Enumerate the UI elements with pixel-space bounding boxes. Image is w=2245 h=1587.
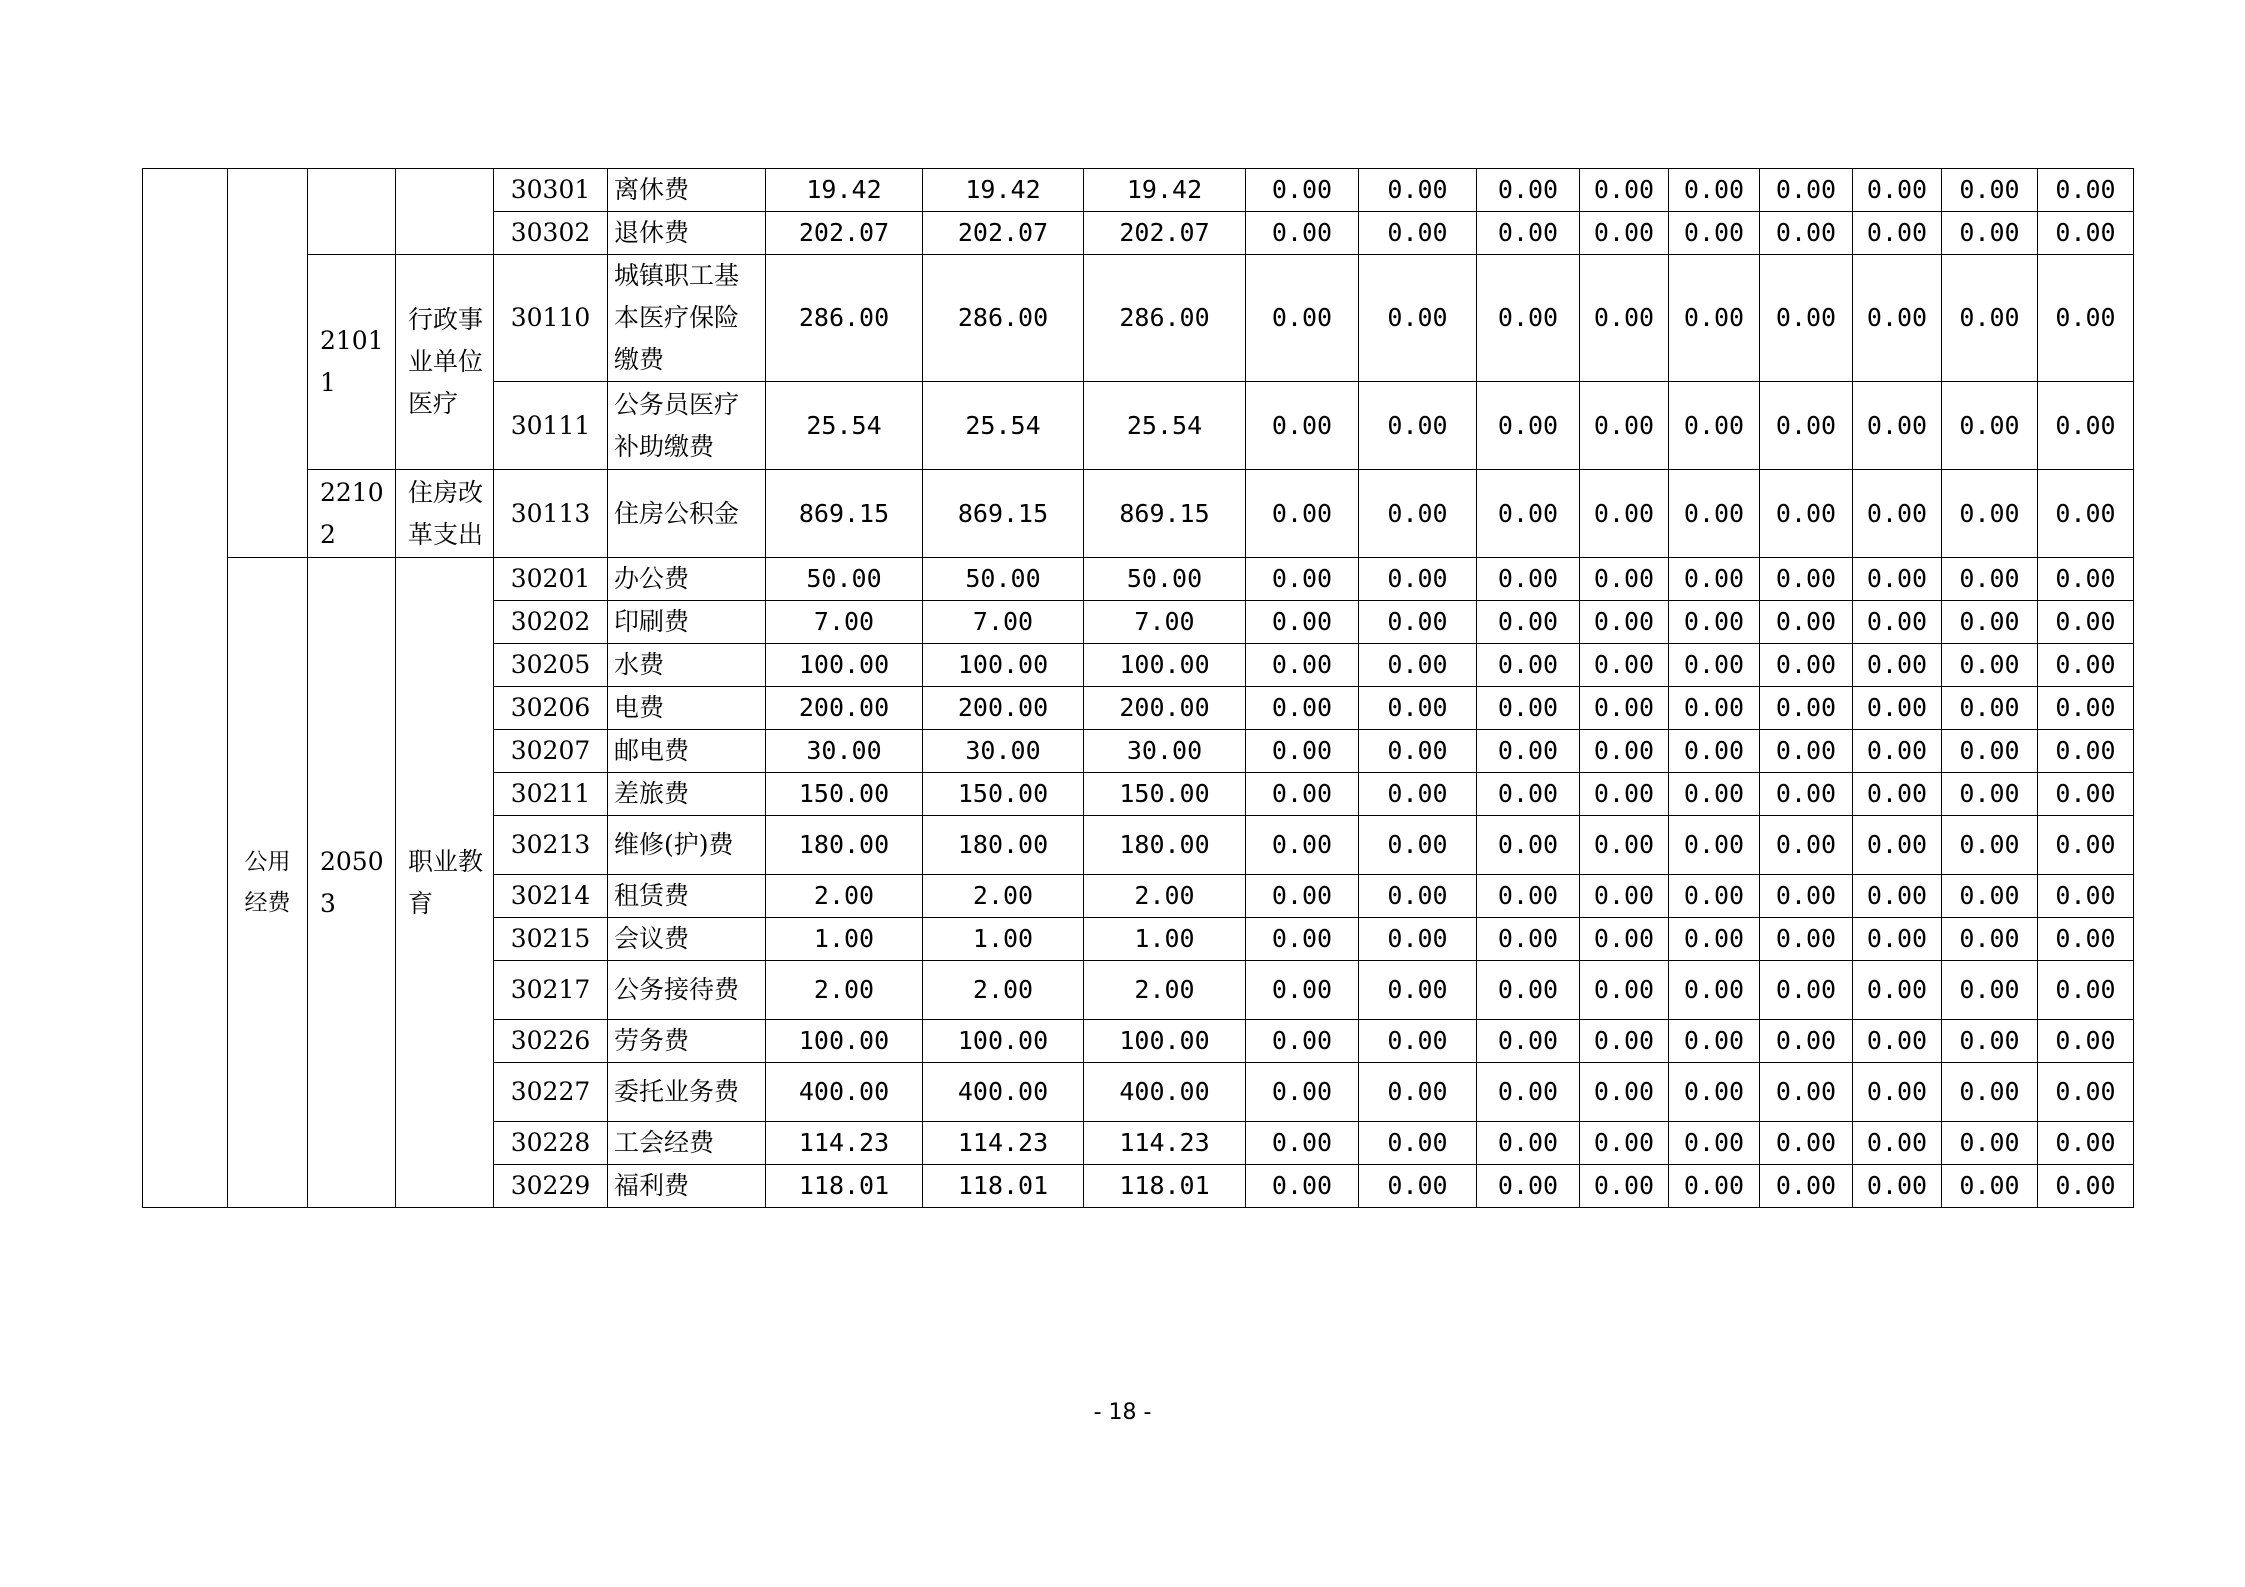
amount-cell: 0.00 <box>1580 773 1669 816</box>
econ-code-cell: 30217 <box>494 961 608 1020</box>
amount-cell: 0.00 <box>1942 961 2038 1020</box>
amount-cell: 0.00 <box>1246 382 1359 470</box>
amount-cell: 150.00 <box>766 773 923 816</box>
amount-cell: 0.00 <box>1580 558 1669 601</box>
amount-cell: 0.00 <box>1853 382 1942 470</box>
econ-name-cell: 福利费 <box>608 1165 766 1208</box>
amount-cell: 0.00 <box>1853 1165 1942 1208</box>
econ-name-cell: 离休费 <box>608 169 766 212</box>
amount-cell: 0.00 <box>1477 1063 1580 1122</box>
amount-cell: 0.00 <box>2038 558 2134 601</box>
amount-cell: 0.00 <box>1853 961 1942 1020</box>
table-row <box>143 255 2134 382</box>
econ-name-cell: 委托业务费 <box>608 1063 766 1122</box>
amount-cell: 7.00 <box>766 601 923 644</box>
amount-cell: 0.00 <box>1477 558 1580 601</box>
amount-cell: 25.54 <box>923 382 1084 470</box>
amount-cell: 202.07 <box>923 212 1084 255</box>
amount-cell: 2.00 <box>766 875 923 918</box>
amount-cell: 25.54 <box>1084 382 1246 470</box>
category-blank-cell <box>228 169 308 558</box>
econ-name-cell: 印刷费 <box>608 601 766 644</box>
amount-cell: 1.00 <box>766 918 923 961</box>
amount-cell: 0.00 <box>1853 212 1942 255</box>
econ-name-cell: 城镇职工基本医疗保险缴费 <box>608 255 766 382</box>
amount-cell: 0.00 <box>2038 212 2134 255</box>
amount-cell: 0.00 <box>2038 875 2134 918</box>
amount-cell: 0.00 <box>1853 558 1942 601</box>
amount-cell: 0.00 <box>1853 601 1942 644</box>
amount-cell: 0.00 <box>1580 212 1669 255</box>
amount-cell: 0.00 <box>1853 1063 1942 1122</box>
amount-cell: 0.00 <box>1580 730 1669 773</box>
amount-cell: 200.00 <box>766 687 923 730</box>
amount-cell: 1.00 <box>1084 918 1246 961</box>
amount-cell: 100.00 <box>766 1020 923 1063</box>
amount-cell: 0.00 <box>1942 169 2038 212</box>
econ-name-cell: 退休费 <box>608 212 766 255</box>
econ-code-cell: 30226 <box>494 1020 608 1063</box>
func-name-cell: 行政事业单位医疗 <box>396 255 494 470</box>
amount-cell: 0.00 <box>1580 169 1669 212</box>
amount-cell: 0.00 <box>2038 961 2134 1020</box>
amount-cell: 0.00 <box>1669 1020 1760 1063</box>
amount-cell: 180.00 <box>766 816 923 875</box>
amount-cell: 400.00 <box>1084 1063 1246 1122</box>
amount-cell: 0.00 <box>1853 644 1942 687</box>
amount-cell: 0.00 <box>1246 212 1359 255</box>
amount-cell: 0.00 <box>1477 212 1580 255</box>
amount-cell: 0.00 <box>1580 687 1669 730</box>
econ-code-cell: 30207 <box>494 730 608 773</box>
amount-cell: 150.00 <box>923 773 1084 816</box>
amount-cell: 0.00 <box>1942 875 2038 918</box>
amount-cell: 0.00 <box>1942 470 2038 558</box>
amount-cell: 0.00 <box>2038 1122 2134 1165</box>
amount-cell: 0.00 <box>1477 382 1580 470</box>
econ-code-cell: 30301 <box>494 169 608 212</box>
amount-cell: 0.00 <box>1246 687 1359 730</box>
amount-cell: 0.00 <box>1246 730 1359 773</box>
amount-cell: 7.00 <box>1084 601 1246 644</box>
amount-cell: 0.00 <box>1853 773 1942 816</box>
amount-cell: 50.00 <box>766 558 923 601</box>
econ-code-cell: 30111 <box>494 382 608 470</box>
amount-cell: 0.00 <box>1942 730 2038 773</box>
amount-cell: 180.00 <box>1084 816 1246 875</box>
amount-cell: 0.00 <box>1580 601 1669 644</box>
outer-blank-cell <box>143 169 228 1208</box>
amount-cell: 0.00 <box>1359 644 1477 687</box>
amount-cell: 0.00 <box>1942 687 2038 730</box>
econ-code-cell: 30215 <box>494 918 608 961</box>
func-code-cell: 22102 <box>308 470 396 558</box>
amount-cell: 200.00 <box>923 687 1084 730</box>
econ-code-cell: 30228 <box>494 1122 608 1165</box>
amount-cell: 0.00 <box>1580 644 1669 687</box>
amount-cell: 0.00 <box>1580 382 1669 470</box>
econ-name-cell: 办公费 <box>608 558 766 601</box>
econ-code-cell: 30213 <box>494 816 608 875</box>
amount-cell: 286.00 <box>766 255 923 382</box>
econ-name-cell: 电费 <box>608 687 766 730</box>
amount-cell: 19.42 <box>923 169 1084 212</box>
amount-cell: 0.00 <box>1669 382 1760 470</box>
amount-cell: 0.00 <box>1477 961 1580 1020</box>
amount-cell: 0.00 <box>1669 1165 1760 1208</box>
amount-cell: 0.00 <box>1760 1020 1853 1063</box>
econ-code-cell: 30202 <box>494 601 608 644</box>
amount-cell: 100.00 <box>1084 644 1246 687</box>
amount-cell: 150.00 <box>1084 773 1246 816</box>
amount-cell: 114.23 <box>923 1122 1084 1165</box>
amount-cell: 0.00 <box>1580 1063 1669 1122</box>
amount-cell: 0.00 <box>1760 558 1853 601</box>
amount-cell: 0.00 <box>1359 875 1477 918</box>
amount-cell: 0.00 <box>1477 1122 1580 1165</box>
amount-cell: 0.00 <box>1246 1165 1359 1208</box>
amount-cell: 0.00 <box>1942 601 2038 644</box>
econ-code-cell: 30302 <box>494 212 608 255</box>
amount-cell: 2.00 <box>923 961 1084 1020</box>
econ-code-cell: 30110 <box>494 255 608 382</box>
amount-cell: 0.00 <box>1942 816 2038 875</box>
amount-cell: 50.00 <box>923 558 1084 601</box>
amount-cell: 2.00 <box>923 875 1084 918</box>
amount-cell: 0.00 <box>1760 1063 1853 1122</box>
table-row <box>143 169 2134 212</box>
amount-cell: 0.00 <box>1760 644 1853 687</box>
amount-cell: 0.00 <box>1359 687 1477 730</box>
amount-cell: 869.15 <box>923 470 1084 558</box>
amount-cell: 0.00 <box>1669 255 1760 382</box>
amount-cell: 0.00 <box>1853 918 1942 961</box>
econ-name-cell: 公务员医疗补助缴费 <box>608 382 766 470</box>
amount-cell: 0.00 <box>1669 918 1760 961</box>
amount-cell: 0.00 <box>2038 470 2134 558</box>
amount-cell: 0.00 <box>1669 730 1760 773</box>
amount-cell: 0.00 <box>1853 1020 1942 1063</box>
amount-cell: 0.00 <box>2038 644 2134 687</box>
amount-cell: 202.07 <box>1084 212 1246 255</box>
amount-cell: 114.23 <box>766 1122 923 1165</box>
amount-cell: 0.00 <box>2038 1020 2134 1063</box>
amount-cell: 0.00 <box>1580 255 1669 382</box>
amount-cell: 0.00 <box>1760 918 1853 961</box>
amount-cell: 286.00 <box>1084 255 1246 382</box>
amount-cell: 0.00 <box>1580 918 1669 961</box>
amount-cell: 0.00 <box>1359 816 1477 875</box>
amount-cell: 0.00 <box>1580 1165 1669 1208</box>
amount-cell: 30.00 <box>923 730 1084 773</box>
amount-cell: 118.01 <box>766 1165 923 1208</box>
econ-name-cell: 差旅费 <box>608 773 766 816</box>
amount-cell: 0.00 <box>1942 918 2038 961</box>
amount-cell: 0.00 <box>1580 1020 1669 1063</box>
amount-cell: 50.00 <box>1084 558 1246 601</box>
amount-cell: 0.00 <box>1246 601 1359 644</box>
amount-cell: 0.00 <box>1477 918 1580 961</box>
amount-cell: 0.00 <box>1942 1122 2038 1165</box>
amount-cell: 0.00 <box>1246 875 1359 918</box>
amount-cell: 0.00 <box>1359 961 1477 1020</box>
amount-cell: 0.00 <box>1246 773 1359 816</box>
econ-code-cell: 30211 <box>494 773 608 816</box>
amount-cell: 0.00 <box>1246 816 1359 875</box>
amount-cell: 0.00 <box>1246 1122 1359 1165</box>
amount-cell: 0.00 <box>1853 1122 1942 1165</box>
amount-cell: 0.00 <box>1246 644 1359 687</box>
amount-cell: 0.00 <box>1477 773 1580 816</box>
amount-cell: 0.00 <box>1760 169 1853 212</box>
amount-cell: 0.00 <box>2038 169 2134 212</box>
func-code-blank-cell <box>308 169 396 255</box>
amount-cell: 0.00 <box>1760 1122 1853 1165</box>
amount-cell: 0.00 <box>1760 382 1853 470</box>
amount-cell: 0.00 <box>1246 255 1359 382</box>
amount-cell: 100.00 <box>923 1020 1084 1063</box>
amount-cell: 0.00 <box>1669 875 1760 918</box>
amount-cell: 0.00 <box>1359 1063 1477 1122</box>
amount-cell: 869.15 <box>766 470 923 558</box>
amount-cell: 0.00 <box>1359 1122 1477 1165</box>
amount-cell: 0.00 <box>1853 816 1942 875</box>
amount-cell: 0.00 <box>1477 255 1580 382</box>
amount-cell: 0.00 <box>2038 255 2134 382</box>
amount-cell: 0.00 <box>1246 918 1359 961</box>
amount-cell: 0.00 <box>1359 169 1477 212</box>
econ-name-cell: 住房公积金 <box>608 470 766 558</box>
amount-cell: 0.00 <box>1477 687 1580 730</box>
amount-cell: 0.00 <box>1942 1020 2038 1063</box>
econ-code-cell: 30113 <box>494 470 608 558</box>
table-row <box>143 558 2134 601</box>
amount-cell: 0.00 <box>1669 961 1760 1020</box>
econ-code-cell: 30214 <box>494 875 608 918</box>
econ-name-cell: 劳务费 <box>608 1020 766 1063</box>
amount-cell: 0.00 <box>1669 169 1760 212</box>
econ-name-cell: 水费 <box>608 644 766 687</box>
func-name-cell: 住房改革支出 <box>396 470 494 558</box>
amount-cell: 0.00 <box>1359 212 1477 255</box>
amount-cell: 0.00 <box>1477 644 1580 687</box>
amount-cell: 0.00 <box>1942 1165 2038 1208</box>
amount-cell: 0.00 <box>1760 961 1853 1020</box>
amount-cell: 0.00 <box>1760 1165 1853 1208</box>
econ-code-cell: 30227 <box>494 1063 608 1122</box>
econ-code-cell: 30205 <box>494 644 608 687</box>
econ-code-cell: 30206 <box>494 687 608 730</box>
amount-cell: 0.00 <box>1359 773 1477 816</box>
amount-cell: 286.00 <box>923 255 1084 382</box>
amount-cell: 0.00 <box>1942 382 2038 470</box>
amount-cell: 0.00 <box>2038 1063 2134 1122</box>
amount-cell: 0.00 <box>1359 730 1477 773</box>
amount-cell: 0.00 <box>1942 773 2038 816</box>
amount-cell: 0.00 <box>1760 816 1853 875</box>
amount-cell: 7.00 <box>923 601 1084 644</box>
amount-cell: 0.00 <box>1853 730 1942 773</box>
amount-cell: 0.00 <box>1669 601 1760 644</box>
amount-cell: 0.00 <box>1359 918 1477 961</box>
amount-cell: 0.00 <box>1359 1020 1477 1063</box>
budget-table <box>142 168 2134 1208</box>
amount-cell: 0.00 <box>1246 1063 1359 1122</box>
amount-cell: 0.00 <box>1359 558 1477 601</box>
econ-name-cell: 工会经费 <box>608 1122 766 1165</box>
amount-cell: 0.00 <box>1669 212 1760 255</box>
page-number: - 18 - <box>1093 1400 1152 1425</box>
amount-cell: 0.00 <box>1359 1165 1477 1208</box>
amount-cell: 0.00 <box>2038 382 2134 470</box>
amount-cell: 0.00 <box>2038 687 2134 730</box>
econ-name-cell: 公务接待费 <box>608 961 766 1020</box>
amount-cell: 0.00 <box>1246 961 1359 1020</box>
econ-name-cell: 邮电费 <box>608 730 766 773</box>
amount-cell: 0.00 <box>1669 816 1760 875</box>
amount-cell: 1.00 <box>923 918 1084 961</box>
amount-cell: 180.00 <box>923 816 1084 875</box>
amount-cell: 0.00 <box>1477 470 1580 558</box>
amount-cell: 100.00 <box>766 644 923 687</box>
amount-cell: 0.00 <box>1580 816 1669 875</box>
func-code-cell: 20503 <box>308 558 396 1208</box>
amount-cell: 19.42 <box>766 169 923 212</box>
amount-cell: 0.00 <box>1942 255 2038 382</box>
econ-name-cell: 租赁费 <box>608 875 766 918</box>
amount-cell: 19.42 <box>1084 169 1246 212</box>
amount-cell: 0.00 <box>1477 875 1580 918</box>
amount-cell: 0.00 <box>1853 169 1942 212</box>
func-name-cell: 职业教育 <box>396 558 494 1208</box>
amount-cell: 0.00 <box>1760 212 1853 255</box>
amount-cell: 0.00 <box>2038 816 2134 875</box>
amount-cell: 0.00 <box>1669 1122 1760 1165</box>
func-code-cell: 21011 <box>308 255 396 470</box>
amount-cell: 0.00 <box>1760 687 1853 730</box>
amount-cell: 0.00 <box>1359 255 1477 382</box>
amount-cell: 0.00 <box>1477 1020 1580 1063</box>
amount-cell: 869.15 <box>1084 470 1246 558</box>
amount-cell: 0.00 <box>1942 1063 2038 1122</box>
amount-cell: 30.00 <box>766 730 923 773</box>
amount-cell: 0.00 <box>1760 773 1853 816</box>
amount-cell: 0.00 <box>1246 169 1359 212</box>
amount-cell: 118.01 <box>923 1165 1084 1208</box>
amount-cell: 0.00 <box>1942 558 2038 601</box>
amount-cell: 0.00 <box>2038 1165 2134 1208</box>
amount-cell: 2.00 <box>766 961 923 1020</box>
amount-cell: 0.00 <box>1942 644 2038 687</box>
amount-cell: 0.00 <box>1853 687 1942 730</box>
amount-cell: 0.00 <box>1359 382 1477 470</box>
amount-cell: 118.01 <box>1084 1165 1246 1208</box>
amount-cell: 0.00 <box>2038 773 2134 816</box>
amount-cell: 114.23 <box>1084 1122 1246 1165</box>
amount-cell: 0.00 <box>1477 601 1580 644</box>
amount-cell: 0.00 <box>1246 1020 1359 1063</box>
func-name-blank-cell <box>396 169 494 255</box>
amount-cell: 0.00 <box>1580 961 1669 1020</box>
amount-cell: 202.07 <box>766 212 923 255</box>
amount-cell: 0.00 <box>1477 169 1580 212</box>
amount-cell: 0.00 <box>1942 212 2038 255</box>
amount-cell: 0.00 <box>1246 558 1359 601</box>
amount-cell: 0.00 <box>2038 601 2134 644</box>
amount-cell: 0.00 <box>1760 470 1853 558</box>
econ-name-cell: 会议费 <box>608 918 766 961</box>
amount-cell: 0.00 <box>1760 875 1853 918</box>
table-body <box>143 169 2134 1208</box>
amount-cell: 0.00 <box>1246 470 1359 558</box>
econ-code-cell: 30201 <box>494 558 608 601</box>
amount-cell: 0.00 <box>2038 730 2134 773</box>
amount-cell: 0.00 <box>1669 687 1760 730</box>
amount-cell: 0.00 <box>2038 918 2134 961</box>
amount-cell: 400.00 <box>923 1063 1084 1122</box>
amount-cell: 0.00 <box>1760 601 1853 644</box>
amount-cell: 100.00 <box>923 644 1084 687</box>
amount-cell: 2.00 <box>1084 875 1246 918</box>
amount-cell: 0.00 <box>1580 470 1669 558</box>
amount-cell: 0.00 <box>1669 644 1760 687</box>
amount-cell: 0.00 <box>1760 730 1853 773</box>
amount-cell: 2.00 <box>1084 961 1246 1020</box>
category-cell: 公用经费 <box>228 558 308 1208</box>
amount-cell: 0.00 <box>1853 875 1942 918</box>
amount-cell: 0.00 <box>1580 1122 1669 1165</box>
amount-cell: 0.00 <box>1669 470 1760 558</box>
amount-cell: 0.00 <box>1760 255 1853 382</box>
amount-cell: 0.00 <box>1853 255 1942 382</box>
amount-cell: 0.00 <box>1477 1165 1580 1208</box>
amount-cell: 0.00 <box>1853 470 1942 558</box>
amount-cell: 400.00 <box>766 1063 923 1122</box>
amount-cell: 0.00 <box>1669 1063 1760 1122</box>
amount-cell: 0.00 <box>1359 470 1477 558</box>
amount-cell: 25.54 <box>766 382 923 470</box>
econ-code-cell: 30229 <box>494 1165 608 1208</box>
amount-cell: 0.00 <box>1477 730 1580 773</box>
amount-cell: 0.00 <box>1359 601 1477 644</box>
econ-name-cell: 维修(护)费 <box>608 816 766 875</box>
amount-cell: 100.00 <box>1084 1020 1246 1063</box>
amount-cell: 200.00 <box>1084 687 1246 730</box>
amount-cell: 30.00 <box>1084 730 1246 773</box>
amount-cell: 0.00 <box>1669 558 1760 601</box>
amount-cell: 0.00 <box>1477 816 1580 875</box>
amount-cell: 0.00 <box>1580 875 1669 918</box>
table-row <box>143 470 2134 558</box>
amount-cell: 0.00 <box>1669 773 1760 816</box>
